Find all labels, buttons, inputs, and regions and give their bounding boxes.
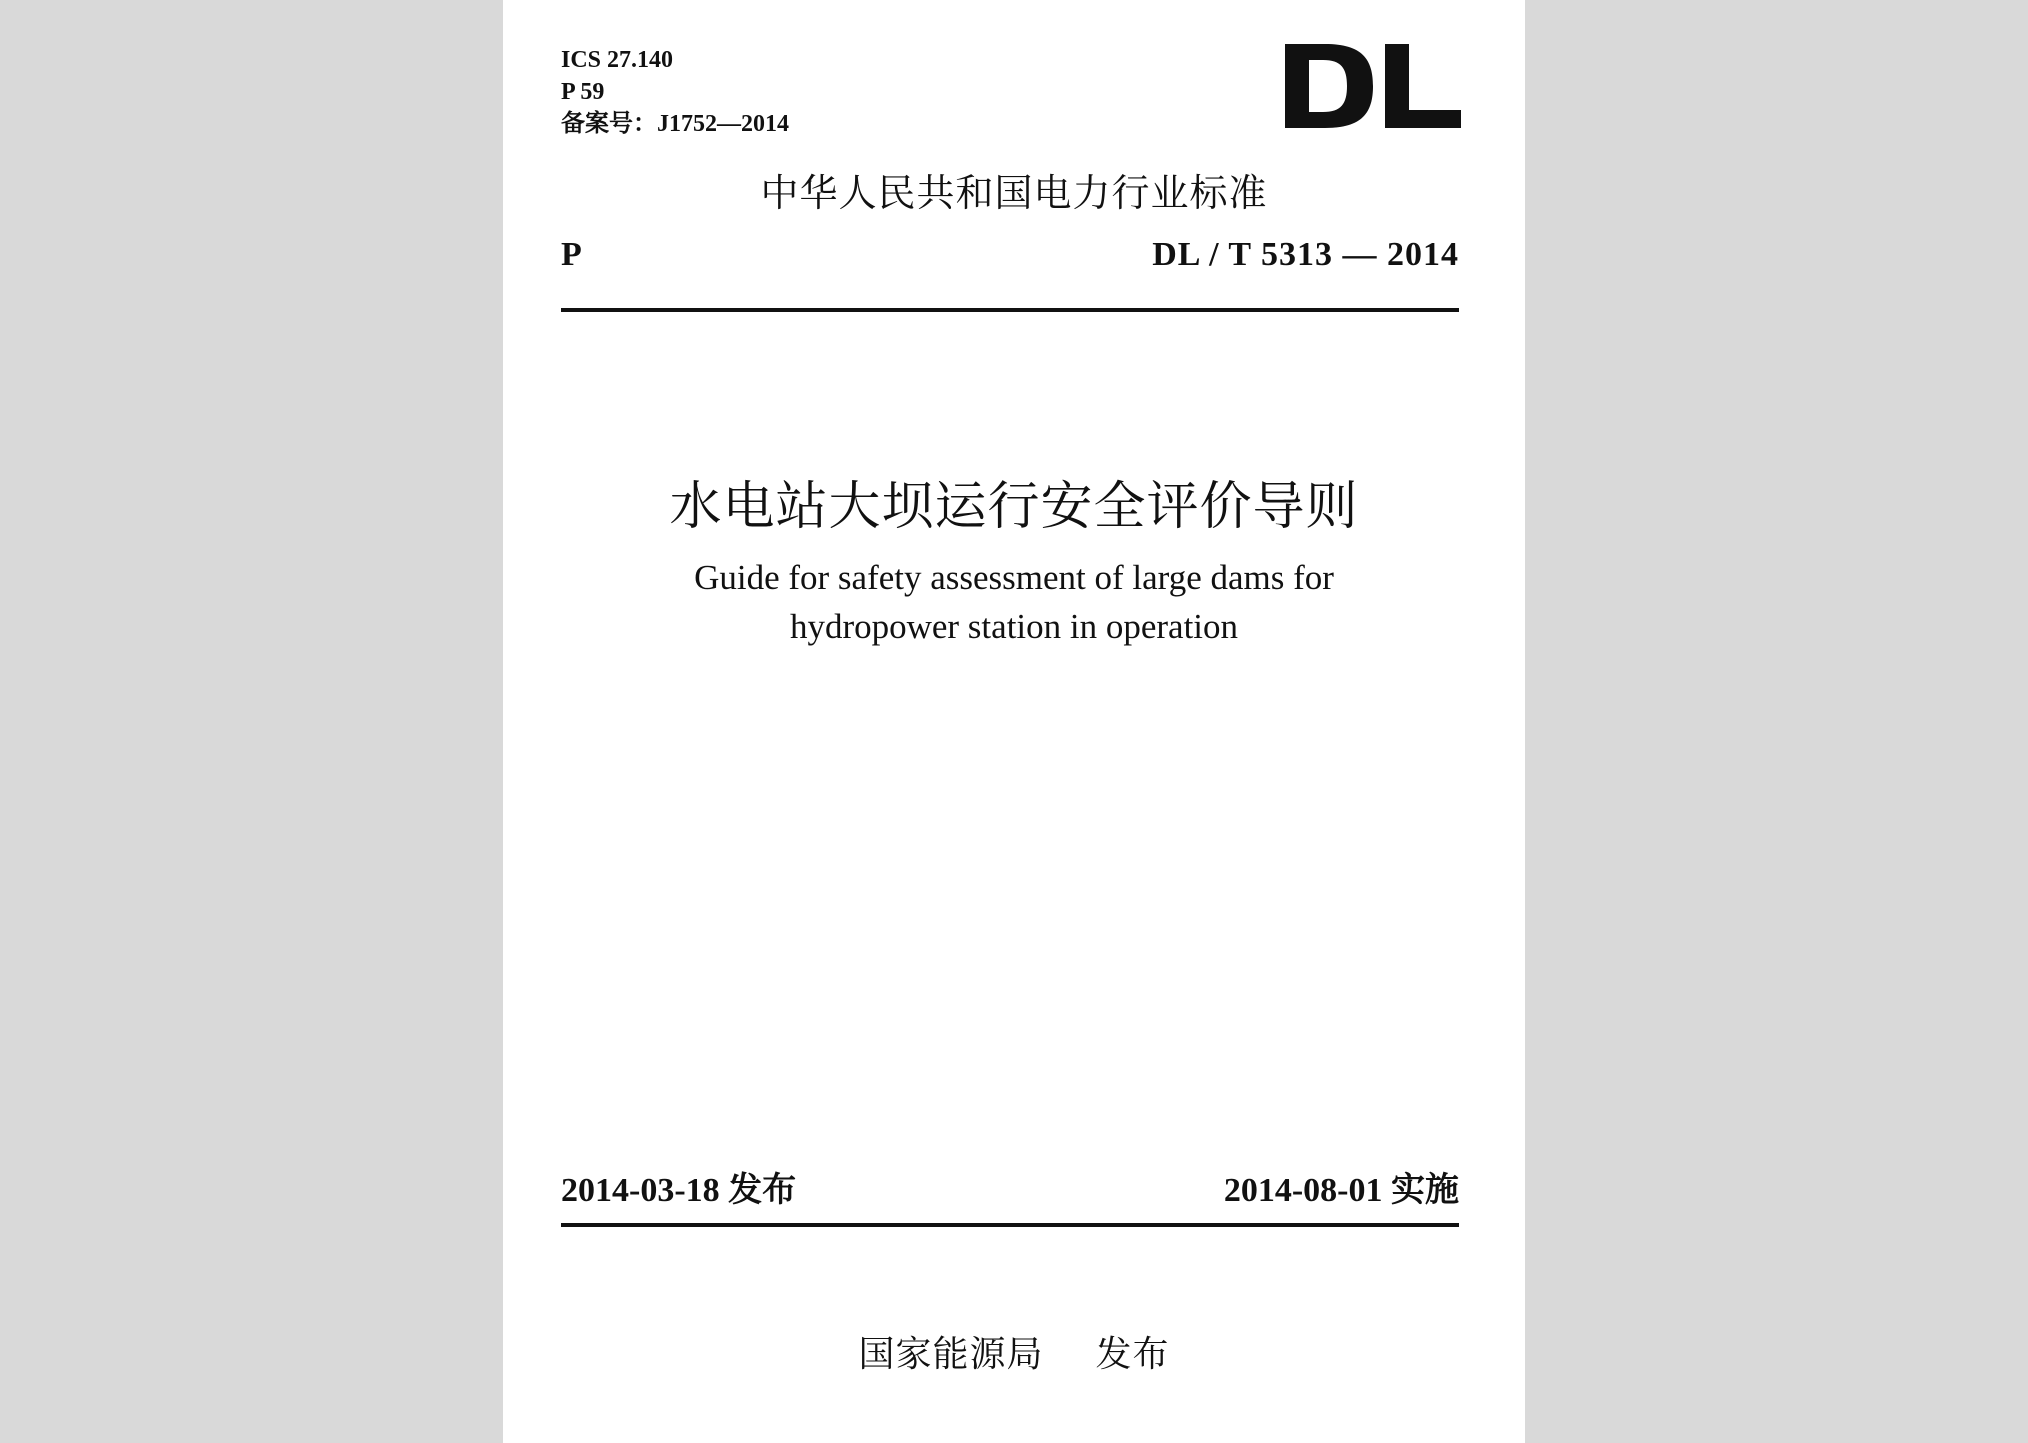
document-cover-page [503, 0, 1525, 1443]
publisher-name: 国家能源局 [858, 1334, 1044, 1374]
classification-code: P [561, 236, 582, 273]
publisher-line [503, 1326, 1525, 1377]
issuer-title: 中华人民共和国电力行业标准 [760, 173, 1268, 215]
standard-number: DL / T 5313 — 2014 [1152, 236, 1459, 273]
dl-logo [1285, 44, 1461, 128]
issue-date: 2014-03-18 发布 [561, 1172, 797, 1209]
title-english-line-2: hydropower station in operation [789, 607, 1239, 646]
ccs-code: P 59 [561, 79, 605, 105]
header-codes [561, 44, 789, 140]
title-chinese: 水电站大坝运行安全评价导则 [669, 479, 1359, 536]
top-divider [561, 308, 1459, 312]
record-number: 备案号：J1752—2014 [561, 111, 789, 137]
title-english-line-1: Guide for safety assessment of large dams for [694, 558, 1334, 597]
bottom-divider [561, 1223, 1459, 1227]
title-english [503, 553, 1525, 651]
ics-code: ICS 27.140 [561, 47, 674, 73]
effective-date: 2014-08-01 实施 [1223, 1172, 1459, 1209]
publisher-action: 发布 [1095, 1334, 1170, 1374]
